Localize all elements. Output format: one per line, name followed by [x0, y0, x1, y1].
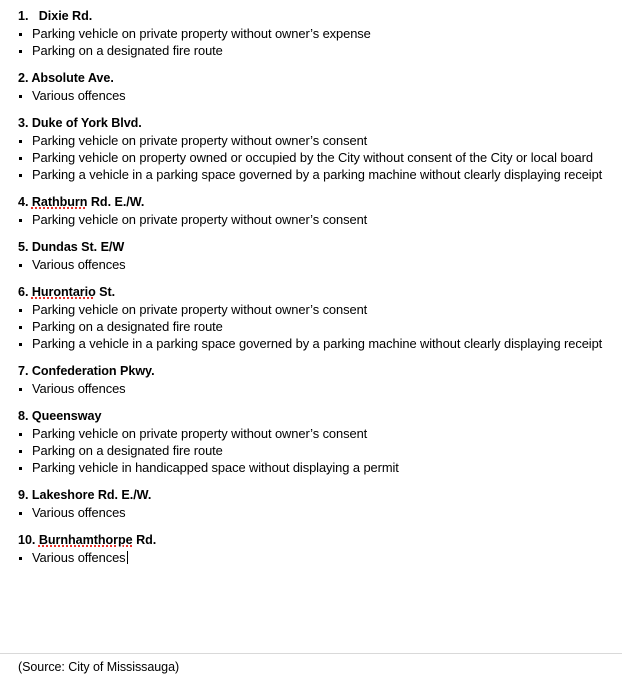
offence-text: Various offences	[32, 257, 126, 272]
section-heading: 5. Dundas St. E/W	[18, 240, 125, 254]
offence-text: Parking on a designated fire route	[32, 43, 223, 58]
offence-item	[10, 504, 612, 521]
offence-item	[10, 132, 612, 149]
offence-text: Parking on a designated fire route	[32, 319, 223, 334]
offence-text: Parking vehicle on private property without owner’s consent	[32, 302, 368, 317]
offence-text: Various offences	[32, 88, 126, 103]
offence-item	[10, 256, 612, 273]
offence-section	[10, 284, 612, 352]
offence-bullet-list	[10, 256, 612, 273]
section-heading-suffix: Rd. E./W.	[87, 195, 145, 209]
offence-text: Parking on a designated fire route	[32, 443, 223, 458]
section-heading-suffix: St.	[95, 285, 116, 299]
section-heading	[18, 194, 612, 211]
offence-item	[10, 318, 612, 335]
offence-item	[10, 87, 612, 104]
offence-text: Parking vehicle on private property without owner’s consent	[32, 426, 368, 441]
offence-text: Parking vehicle in handicapped space without displaying a permit	[32, 460, 399, 475]
offence-bullet-list	[10, 301, 612, 352]
offence-item	[10, 459, 612, 476]
offence-text: Parking vehicle on private property without owner’s consent	[32, 133, 368, 148]
offence-bullet-list	[10, 87, 612, 104]
misspelled-word[interactable]: Hurontario	[31, 285, 96, 299]
section-heading: 9. Lakeshore Rd. E./W.	[18, 488, 152, 502]
offence-bullet-list	[10, 132, 612, 183]
offence-text: Parking vehicle on private property without owner’s expense	[32, 26, 371, 41]
offence-section	[10, 8, 612, 59]
offence-text: Various offences	[32, 550, 126, 565]
section-heading: 1. Dixie Rd.	[18, 9, 93, 23]
section-heading: 3. Duke of York Blvd.	[18, 116, 142, 130]
section-heading-suffix: Rd.	[132, 533, 157, 547]
offence-item	[10, 25, 612, 42]
offence-bullet-list	[10, 25, 612, 59]
offence-section	[10, 363, 612, 397]
offence-item	[10, 549, 612, 566]
section-heading	[18, 284, 612, 301]
offence-item	[10, 211, 612, 228]
offence-item	[10, 442, 612, 459]
offence-section	[10, 408, 612, 476]
offence-item	[10, 301, 612, 318]
section-heading: 7. Confederation Pkwy.	[18, 364, 155, 378]
offence-item	[10, 335, 612, 352]
offence-item	[10, 42, 612, 59]
offence-section	[10, 194, 612, 228]
offence-section	[10, 532, 612, 566]
text-cursor	[127, 551, 128, 564]
offence-text: Parking a vehicle in a parking space governed by a parking machine without clearly displaying receipt	[32, 336, 603, 351]
offence-bullet-list	[10, 425, 612, 476]
misspelled-word[interactable]: Burnhamthorpe	[38, 533, 133, 547]
offence-item	[10, 149, 612, 166]
offence-section	[10, 239, 612, 273]
offence-section	[10, 70, 612, 104]
offence-text: Various offences	[32, 505, 126, 520]
section-heading-prefix: 6.	[18, 285, 32, 299]
offence-text: Parking a vehicle in a parking space governed by a parking machine without clearly displaying receipt	[32, 167, 603, 182]
offence-section	[10, 487, 612, 521]
offence-bullet-list	[10, 380, 612, 397]
offence-item	[10, 166, 612, 183]
section-heading-prefix: 10.	[18, 533, 39, 547]
footer-divider	[0, 653, 622, 654]
offence-bullet-list	[10, 549, 612, 566]
offence-text: Parking vehicle on private property without owner’s consent	[32, 212, 368, 227]
offence-bullet-list	[10, 504, 612, 521]
section-heading: 2. Absolute Ave.	[18, 71, 114, 85]
offence-item	[10, 380, 612, 397]
offence-bullet-list	[10, 211, 612, 228]
offence-item	[10, 425, 612, 442]
section-heading-prefix: 4.	[18, 195, 32, 209]
offence-sections-list	[10, 8, 612, 566]
offence-text: Parking vehicle on property owned or occupied by the City without consent of the City or local board	[32, 150, 593, 165]
source-attribution: (Source: City of Mississauga)	[18, 660, 180, 674]
section-heading	[18, 532, 612, 549]
misspelled-word[interactable]: Rathburn	[31, 195, 88, 209]
offence-section	[10, 115, 612, 183]
section-heading: 8. Queensway	[18, 409, 102, 423]
offence-text: Various offences	[32, 381, 126, 396]
